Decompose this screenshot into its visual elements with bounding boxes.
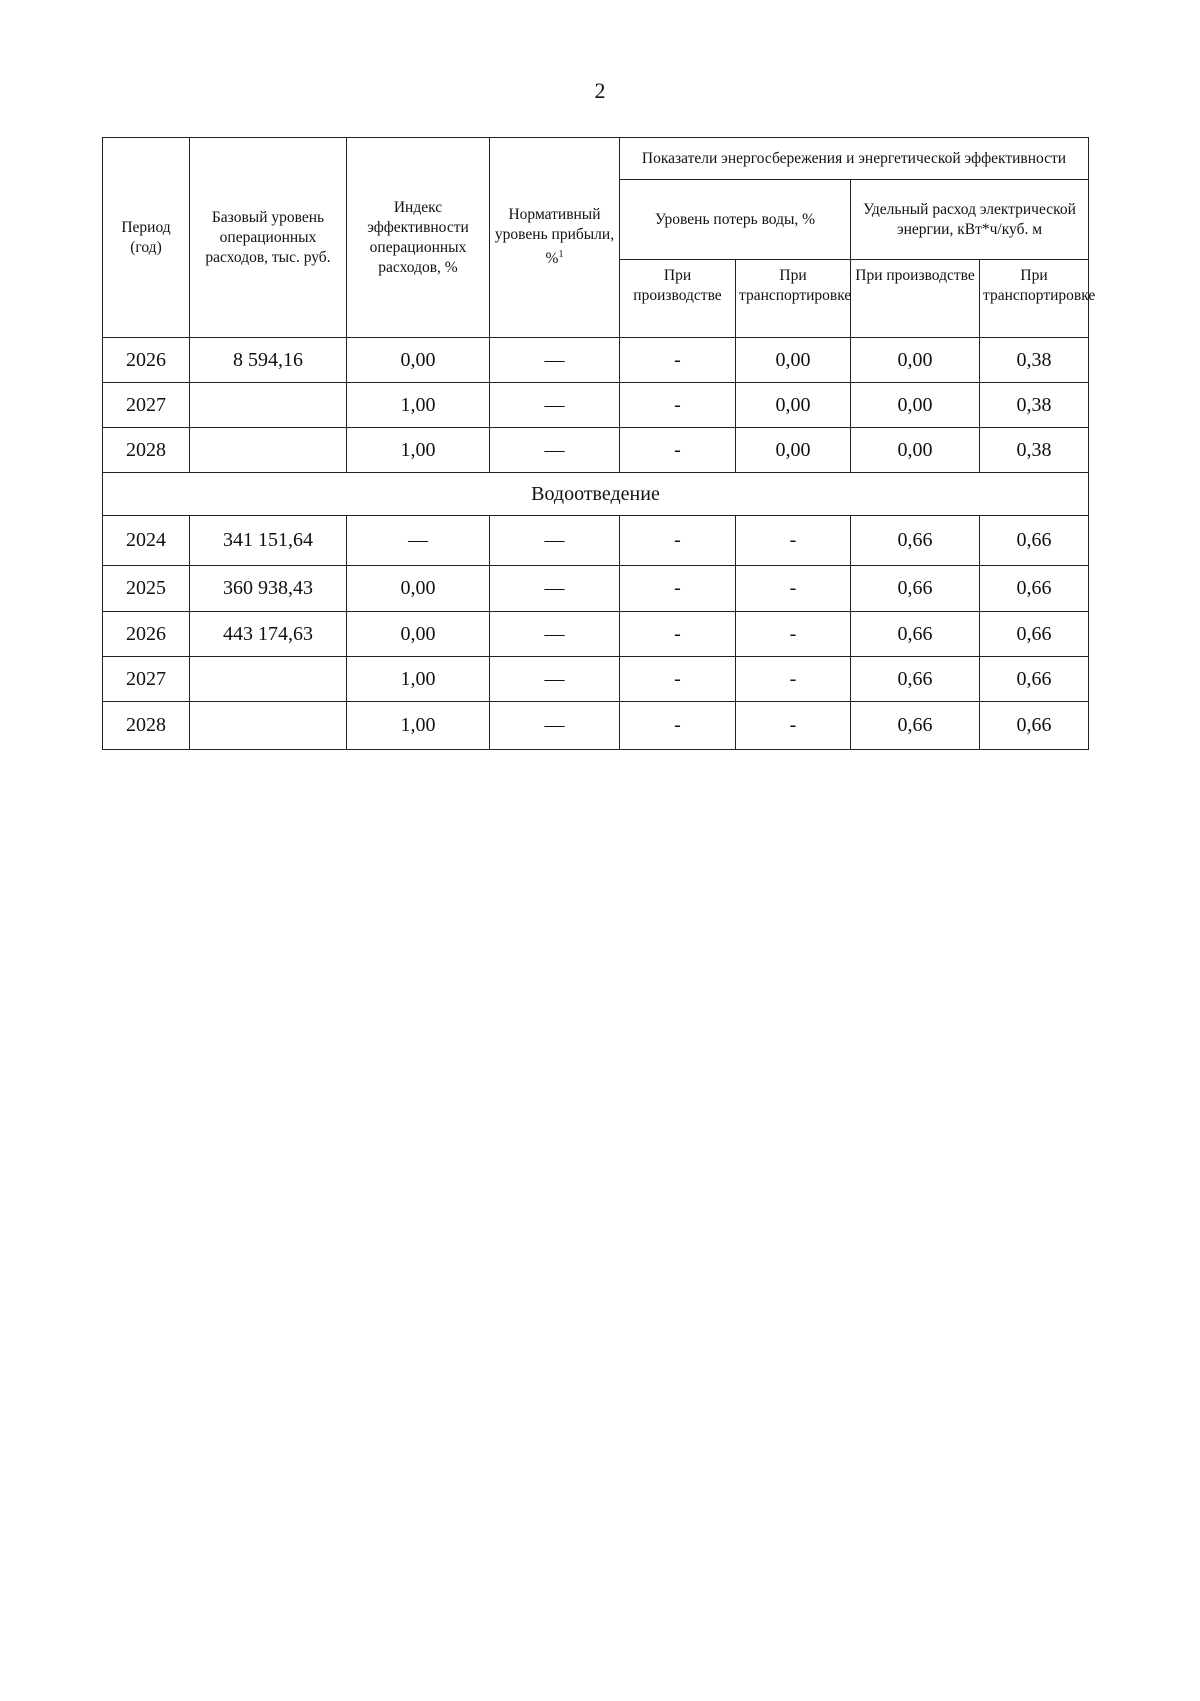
cell-period: 2026 [103,338,190,383]
header-profit-norm [490,138,620,338]
table-row [103,428,1089,473]
cell-loss-transport: - [736,566,851,612]
page-number: 2 [594,78,606,103]
cell-base-level [190,657,347,702]
table-row [103,383,1089,428]
indicators-table [102,137,1096,750]
header-loss-production: При производстве [620,260,736,338]
section-row [103,473,1089,516]
cell-loss-production: - [620,566,736,612]
cell-loss-production: - [620,612,736,657]
cell-loss-transport: - [736,702,851,750]
cell-electricity-transport: 0,38 [980,338,1089,383]
cell-profit-norm: — [490,338,620,383]
table-row [103,702,1089,750]
cell-loss-production: - [620,702,736,750]
cell-electricity-transport: 0,66 [980,566,1089,612]
cell-base-level [190,428,347,473]
table-row [103,516,1089,566]
cell-loss-production: - [620,338,736,383]
cell-period: 2024 [103,516,190,566]
cell-period: 2026 [103,612,190,657]
cell-loss-production: - [620,428,736,473]
cell-electricity-transport: 0,66 [980,612,1089,657]
cell-efficiency-index: 0,00 [347,338,490,383]
cell-period: 2028 [103,428,190,473]
header-loss-transport: При транспортировке [736,260,851,338]
cell-loss-transport: 0,00 [736,338,851,383]
section-title: Водоотведение [103,473,1089,516]
cell-efficiency-index: 1,00 [347,383,490,428]
footnote-marker: 1 [558,249,564,261]
cell-period: 2025 [103,566,190,612]
header-profit-norm-label: Нормативный уровень прибыли, % [494,206,615,268]
cell-electricity-transport: 0,66 [980,516,1089,566]
cell-loss-transport: 0,00 [736,383,851,428]
cell-profit-norm: — [490,657,620,702]
header-electricity: Удельный расход электрической энергии, кВт*ч/куб. м [851,180,1089,260]
table-header [103,138,1096,338]
cell-base-level: 341 151,64 [190,516,347,566]
cell-efficiency-index: 1,00 [347,657,490,702]
table-body [103,338,1089,750]
header-electricity-transport: При транспортировке [980,260,1089,338]
cell-profit-norm: — [490,566,620,612]
table-row [103,338,1089,383]
cell-profit-norm: — [490,516,620,566]
cell-profit-norm: — [490,383,620,428]
cell-electricity-production: 0,00 [851,383,980,428]
header-efficiency-index: Индекс эффективности операционных расходов, % [347,138,490,338]
cell-profit-norm: — [490,612,620,657]
cell-electricity-transport: 0,38 [980,383,1089,428]
cell-period: 2027 [103,657,190,702]
cell-efficiency-index: 1,00 [347,428,490,473]
header-water-loss: Уровень потерь воды, % [620,180,851,260]
table-row [103,657,1089,702]
table-row [103,566,1089,612]
cell-efficiency-index: 1,00 [347,702,490,750]
cell-profit-norm: — [490,428,620,473]
cell-electricity-transport: 0,66 [980,702,1089,750]
header-energy-group: Показатели энергосбережения и энергетической эффективности [620,138,1089,180]
cell-loss-production: - [620,383,736,428]
cell-loss-transport: - [736,657,851,702]
cell-efficiency-index: 0,00 [347,566,490,612]
cell-electricity-production: 0,66 [851,612,980,657]
header-period: Период (год) [103,138,190,338]
cell-efficiency-index: — [347,516,490,566]
cell-electricity-production: 0,66 [851,657,980,702]
cell-electricity-transport: 0,38 [980,428,1089,473]
table-row [103,612,1089,657]
cell-base-level [190,383,347,428]
cell-loss-transport: - [736,516,851,566]
cell-loss-transport: - [736,612,851,657]
cell-period: 2027 [103,383,190,428]
cell-period: 2028 [103,702,190,750]
cell-electricity-production: 0,66 [851,702,980,750]
cell-electricity-production: 0,00 [851,428,980,473]
header-electricity-production: При производстве [851,260,980,338]
cell-loss-production: - [620,516,736,566]
cell-electricity-production: 0,66 [851,516,980,566]
cell-loss-transport: 0,00 [736,428,851,473]
cell-base-level [190,702,347,750]
cell-electricity-production: 0,00 [851,338,980,383]
header-base-level: Базовый уровень операционных расходов, тыс. руб. [190,138,347,338]
cell-electricity-transport: 0,66 [980,657,1089,702]
cell-electricity-production: 0,66 [851,566,980,612]
cell-efficiency-index: 0,00 [347,612,490,657]
cell-base-level: 8 594,16 [190,338,347,383]
cell-loss-production: - [620,657,736,702]
cell-profit-norm: — [490,702,620,750]
cell-base-level: 360 938,43 [190,566,347,612]
cell-base-level: 443 174,63 [190,612,347,657]
